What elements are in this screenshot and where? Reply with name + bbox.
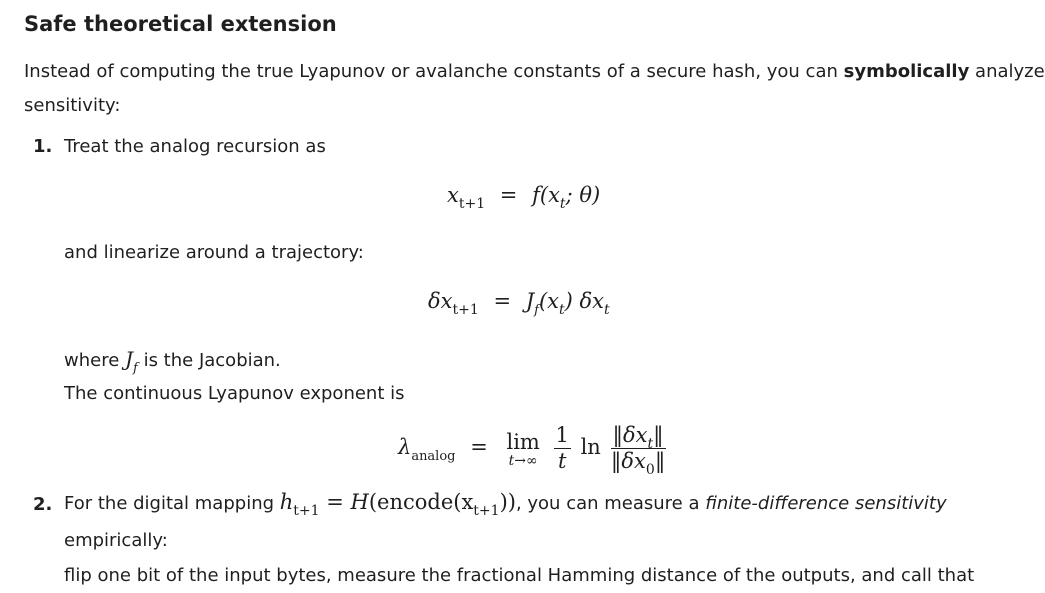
fraction-one-over-t: $\frac{1}{t}$ [555,423,569,474]
equation-recursion: $x_{t+1} = f(x_t$; θ) [447,183,601,212]
item2-line-3: flip one bit of the input bytes, measure the fractional Hamming distance of the outputs, and call that [64,565,975,586]
item1-linearize-text: and linearize around a trajectory: [64,242,364,263]
limit-operator: lim t→∞ [506,429,540,469]
fraction-norm-ratio: $\frac{‖\delta x_t‖}{‖\delta x_0‖}$ [610,423,666,479]
intro-line-1 [24,61,1045,82]
item1-text: Treat the analog recursion as [64,136,326,157]
intro-suffix: analyze [969,61,1045,82]
equation-lyapunov: $\lambda_{analog}$ = lim t→∞ $\frac{1}{t}$ ln $\frac{‖\delta x_t‖}{‖\delta x_0‖}$ [398,423,666,479]
item2-line-1: For the digital mapping $h_{t+1}$ = $H(encode(x_{t+1}))$, you can measure a finite-difference sensitivity [64,490,947,519]
section-heading: Safe theoretical extension [24,12,337,36]
item1-continuous-text: The continuous Lyapunov exponent is [64,383,405,404]
list-number-2: 2. [33,494,53,515]
item2-line-2: empirically: [64,530,168,551]
intro-line-2: sensitivity: [24,95,121,116]
equation-linearization: $\delta x_{t+1} = J_f(x_t)$ $\delta x_t$ [428,289,610,318]
item1-where-text: where $J_f$ is the Jacobian. [64,347,281,376]
list-number-1: 1. [33,136,53,157]
intro-bold: symbolically [843,61,970,82]
intro-prefix: Instead of computing the true Lyapunov or avalanche constants of a secure hash, you can [24,61,844,82]
